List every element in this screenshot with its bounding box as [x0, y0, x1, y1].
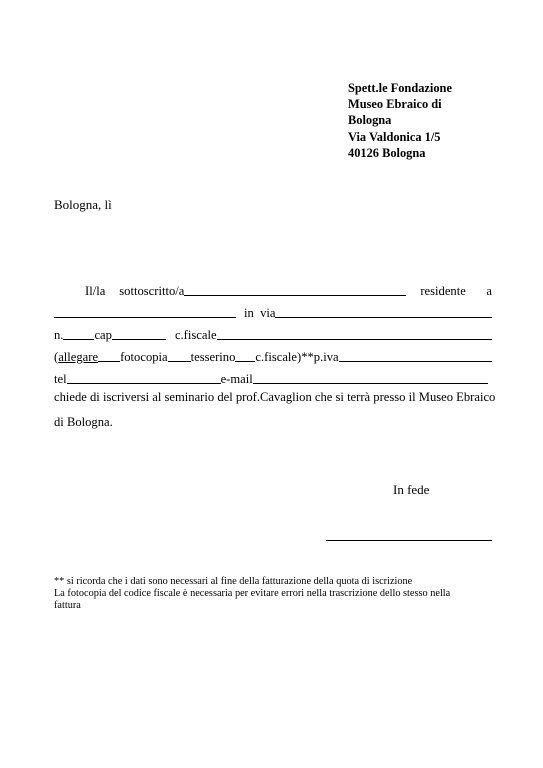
request-line-2: di Bologna. [54, 415, 113, 429]
underline-gap-2 [168, 361, 191, 362]
name-blank[interactable] [184, 295, 406, 296]
label-tesserino: tesserino [190, 350, 236, 364]
closing-in-fede: In fede [393, 482, 430, 497]
recipient-address [348, 80, 452, 161]
underline-gap-1 [98, 361, 120, 362]
label-cap: cap [94, 328, 112, 342]
number-blank[interactable] [63, 339, 94, 340]
label-tel: tel [54, 372, 67, 386]
form-line-contacts [54, 371, 488, 387]
form-line-attachment [54, 349, 492, 365]
label-in-via: in via [244, 306, 276, 320]
label-paren-open: ( [54, 350, 59, 364]
form-line-number-cap [54, 327, 492, 343]
label-cfiscale: c.fiscale [174, 328, 217, 342]
footnote-line-3: fattura [54, 599, 81, 611]
label-sottoscritto: sottoscritto/a [119, 284, 185, 298]
underline-gap-3 [235, 361, 255, 362]
label-residente: residente [420, 284, 466, 298]
piva-blank[interactable] [339, 361, 492, 362]
recipient-line-4: Via Valdonica 1/5 [348, 129, 441, 144]
label-cfiscale-piva: c.fiscale)**p.iva [255, 350, 339, 364]
email-blank[interactable] [253, 383, 488, 384]
recipient-line-5: 40126 Bologna [348, 145, 426, 160]
label-email: e-mail [220, 372, 253, 386]
city-blank[interactable] [54, 317, 236, 318]
signature-line[interactable] [326, 540, 492, 541]
recipient-line-1: Spett.le Fondazione [348, 81, 452, 95]
request-line-1: chiede di iscriversi al seminario del prof.Cavaglion che si terrà presso il Museo Ebraico [54, 390, 496, 404]
form-line-address [54, 305, 492, 321]
cfiscale-blank[interactable] [217, 339, 492, 340]
place-date: Bologna, lì [54, 197, 112, 212]
form-line-name [54, 283, 492, 299]
street-blank[interactable] [275, 317, 492, 318]
label-fotocopia: fotocopia [120, 350, 168, 364]
cap-blank[interactable] [112, 339, 166, 340]
footnote-line-1: ** si ricorda che i dati sono necessari al fine della fatturazione della quota di iscrizione [54, 576, 413, 587]
label-allegare: allegare [58, 350, 99, 364]
recipient-line-2: Museo Ebraico di [348, 97, 442, 112]
recipient-line-3: Bologna [348, 113, 392, 128]
label-il-la: Il/la [85, 284, 106, 298]
label-n: n. [54, 328, 64, 342]
label-a: a [486, 284, 492, 298]
footnotes [54, 576, 494, 611]
footnote-line-2: La fotocopia del codice fiscale è necessaria per evitare errori nella trascrizione dello stesso nella [54, 587, 451, 599]
tel-blank[interactable] [67, 383, 221, 384]
